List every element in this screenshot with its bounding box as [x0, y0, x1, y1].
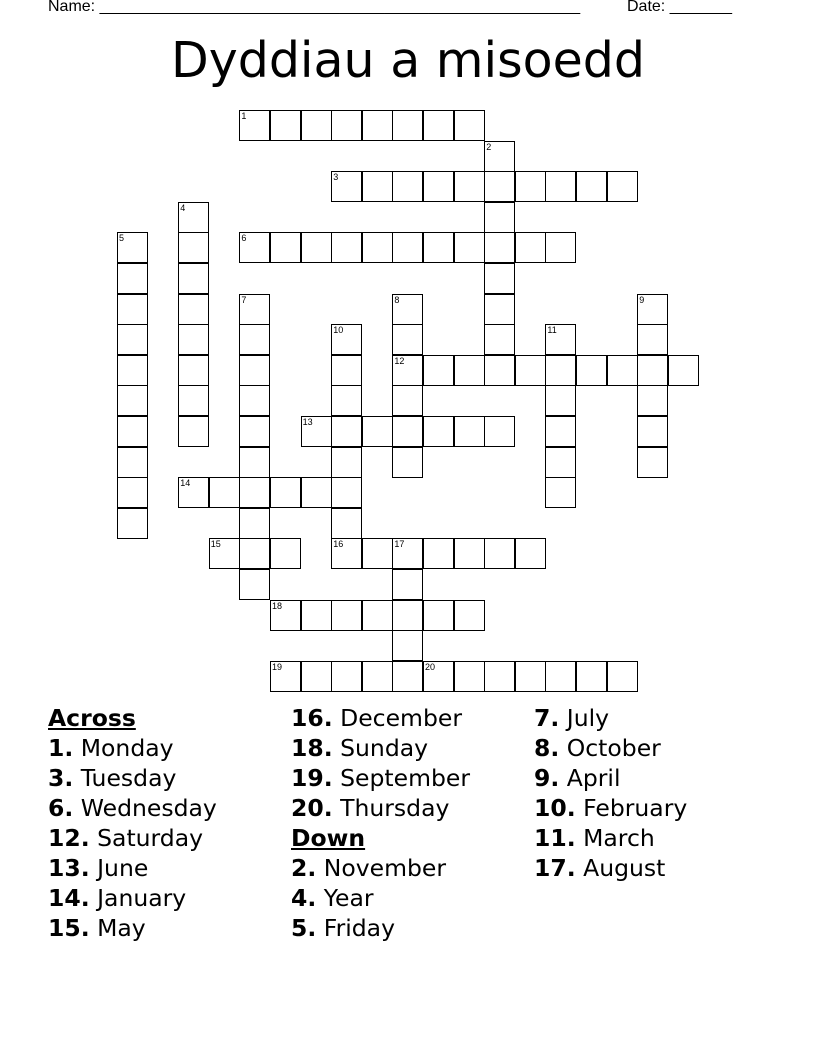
- grid-cell[interactable]: [331, 508, 362, 539]
- grid-cell[interactable]: [331, 538, 362, 569]
- clue-across-12: 12. Saturday: [48, 824, 204, 852]
- grid-cell[interactable]: [668, 355, 699, 386]
- grid-cell[interactable]: [484, 416, 515, 447]
- clue-number: 18: [272, 600, 283, 611]
- grid-cell[interactable]: [392, 630, 423, 661]
- grid-cell[interactable]: [362, 171, 393, 202]
- grid-cell[interactable]: [239, 294, 270, 325]
- grid-cell[interactable]: [301, 416, 332, 447]
- grid-cell[interactable]: [545, 447, 576, 478]
- clue-across-1: 1. Monday: [48, 734, 174, 762]
- grid-cell[interactable]: [545, 232, 576, 263]
- grid-cell[interactable]: [239, 416, 270, 447]
- grid-cell[interactable]: [423, 110, 454, 141]
- grid-cell[interactable]: [178, 355, 209, 386]
- clue-down-9: 9. April: [534, 764, 621, 792]
- grid-cell[interactable]: [392, 416, 423, 447]
- clue-down-2: 2. November: [291, 854, 447, 882]
- down-heading: Down: [291, 824, 366, 852]
- grid-cell[interactable]: [362, 538, 393, 569]
- clue-across-18: 18. Sunday: [291, 734, 429, 762]
- grid-cell[interactable]: [178, 232, 209, 263]
- grid-cell[interactable]: [331, 600, 362, 631]
- grid-cell[interactable]: [117, 447, 148, 478]
- grid-cell[interactable]: [484, 171, 515, 202]
- grid-cell[interactable]: [515, 232, 546, 263]
- grid-cell[interactable]: [576, 661, 607, 692]
- clue-across-3: 3. Tuesday: [48, 764, 177, 792]
- grid-cell[interactable]: [392, 294, 423, 325]
- clues-column-1: [48, 703, 217, 943]
- grid-cell[interactable]: [117, 416, 148, 447]
- grid-cell[interactable]: [117, 508, 148, 539]
- clue-number: 2: [486, 141, 492, 152]
- clue-down-11: 11. March: [534, 824, 655, 852]
- grid-cell[interactable]: [301, 232, 332, 263]
- grid-cell[interactable]: [209, 538, 240, 569]
- grid-cell[interactable]: [545, 416, 576, 447]
- clue-across-20: 20. Thursday: [291, 794, 450, 822]
- grid-cell[interactable]: [270, 232, 301, 263]
- grid-cell[interactable]: [545, 355, 576, 386]
- grid-cell[interactable]: [178, 294, 209, 325]
- grid-cell[interactable]: [331, 661, 362, 692]
- grid-cell[interactable]: [545, 661, 576, 692]
- grid-cell[interactable]: [454, 355, 485, 386]
- grid-cell[interactable]: [331, 171, 362, 202]
- grid-cell[interactable]: [392, 447, 423, 478]
- grid-cell[interactable]: [331, 385, 362, 416]
- grid-cell[interactable]: [117, 294, 148, 325]
- grid-cell[interactable]: [484, 355, 515, 386]
- grid-cell[interactable]: [331, 232, 362, 263]
- clue-across-14: 14. January: [48, 884, 187, 912]
- grid-cell[interactable]: [331, 355, 362, 386]
- grid-cell[interactable]: [515, 538, 546, 569]
- clues-column-2: [291, 703, 470, 943]
- grid-cell[interactable]: [239, 232, 270, 263]
- grid-cell[interactable]: [515, 355, 546, 386]
- grid-cell[interactable]: [454, 600, 485, 631]
- grid-cell[interactable]: [637, 385, 668, 416]
- clue-number: 15: [210, 539, 221, 550]
- grid-cell[interactable]: [270, 538, 301, 569]
- grid-cell[interactable]: [454, 110, 485, 141]
- grid-cell[interactable]: [392, 661, 423, 692]
- grid-cell[interactable]: [484, 324, 515, 355]
- grid-cell[interactable]: [239, 569, 270, 600]
- grid-cell[interactable]: [117, 324, 148, 355]
- grid-cell[interactable]: [545, 171, 576, 202]
- page-title: Dyddiau a misoedd: [170, 32, 646, 89]
- grid-cell[interactable]: [454, 232, 485, 263]
- clue-across-13: 13. June: [48, 854, 149, 882]
- grid-cell[interactable]: [454, 171, 485, 202]
- grid-cell[interactable]: [637, 447, 668, 478]
- grid-cell[interactable]: [484, 294, 515, 325]
- clue-number: 17: [394, 539, 405, 550]
- grid-cell[interactable]: [362, 661, 393, 692]
- grid-cell[interactable]: [637, 294, 668, 325]
- across-heading: Across: [48, 704, 136, 732]
- clue-across-19: 19. September: [291, 764, 471, 792]
- clue-number: 14: [180, 478, 191, 489]
- clue-down-7: 7. July: [534, 704, 610, 732]
- grid-cell[interactable]: [454, 416, 485, 447]
- grid-cell[interactable]: [484, 538, 515, 569]
- grid-cell[interactable]: [239, 355, 270, 386]
- clue-number: 11: [547, 325, 557, 336]
- clue-number: 4: [180, 202, 186, 213]
- grid-cell[interactable]: [178, 202, 209, 233]
- clue-number: 9: [639, 294, 645, 305]
- grid-cell[interactable]: [484, 263, 515, 294]
- grid-cell[interactable]: [178, 477, 209, 508]
- grid-cell[interactable]: [484, 232, 515, 263]
- grid-cell[interactable]: [270, 477, 301, 508]
- clue-across-16: 16. December: [291, 704, 462, 732]
- grid-cell[interactable]: [117, 355, 148, 386]
- clue-number: 7: [241, 294, 247, 305]
- grid-cell[interactable]: [239, 324, 270, 355]
- grid-cell[interactable]: [239, 477, 270, 508]
- grid-cell[interactable]: [270, 600, 301, 631]
- grid-cell[interactable]: [362, 232, 393, 263]
- grid-cell[interactable]: [423, 355, 454, 386]
- grid-cell[interactable]: [239, 538, 270, 569]
- grid-cell[interactable]: [484, 141, 515, 172]
- grid-cell[interactable]: [545, 385, 576, 416]
- grid-cell[interactable]: [331, 447, 362, 478]
- clue-down-5: 5. Friday: [291, 914, 395, 942]
- grid-cell[interactable]: [423, 171, 454, 202]
- grid-cell[interactable]: [545, 324, 576, 355]
- grid-cell[interactable]: [484, 202, 515, 233]
- grid-cell[interactable]: [637, 416, 668, 447]
- clue-down-17: 17. August: [534, 854, 666, 882]
- grid-cell[interactable]: [331, 110, 362, 141]
- clue-down-10: 10. February: [534, 794, 688, 822]
- grid-cell[interactable]: [239, 447, 270, 478]
- clue-number: 1: [241, 111, 247, 121]
- grid-cell[interactable]: [239, 385, 270, 416]
- grid-cell[interactable]: [331, 324, 362, 355]
- clue-number: 3: [333, 172, 339, 183]
- grid-cell[interactable]: [392, 385, 423, 416]
- grid-cell[interactable]: [239, 110, 270, 141]
- clue-down-8: 8. October: [534, 734, 661, 762]
- clue-number: 10: [333, 325, 344, 336]
- grid-cell[interactable]: [270, 110, 301, 141]
- clue-across-15: 15. May: [48, 914, 146, 942]
- grid-cell[interactable]: [209, 477, 240, 508]
- grid-cell[interactable]: [239, 508, 270, 539]
- grid-cell[interactable]: [576, 171, 607, 202]
- grid-cell[interactable]: [362, 110, 393, 141]
- grid-cell[interactable]: [392, 232, 423, 263]
- grid-cell[interactable]: [178, 324, 209, 355]
- grid-cell[interactable]: [362, 600, 393, 631]
- grid-cell[interactable]: [515, 661, 546, 692]
- grid-cell[interactable]: [331, 477, 362, 508]
- clue-number: 8: [394, 294, 400, 305]
- clue-number: 19: [272, 661, 283, 672]
- clue-number: 5: [119, 233, 125, 244]
- grid-cell[interactable]: [423, 538, 454, 569]
- clues-column-3: [534, 703, 687, 883]
- grid-cell[interactable]: [423, 232, 454, 263]
- grid-cell[interactable]: [454, 661, 485, 692]
- grid-cell[interactable]: [117, 232, 148, 263]
- grid-cell[interactable]: [301, 110, 332, 141]
- grid-cell[interactable]: [392, 538, 423, 569]
- clue-across-6: 6. Wednesday: [48, 794, 217, 822]
- grid-cell[interactable]: [484, 661, 515, 692]
- grid-cell[interactable]: [331, 416, 362, 447]
- grid-cell[interactable]: [637, 324, 668, 355]
- date-label: Date: _______: [627, 0, 732, 15]
- grid-cell[interactable]: [392, 171, 423, 202]
- grid-cell[interactable]: [117, 263, 148, 294]
- grid-cell[interactable]: [301, 600, 332, 631]
- grid-cell[interactable]: [270, 661, 301, 692]
- grid-cell[interactable]: [117, 385, 148, 416]
- grid-cell[interactable]: [301, 477, 332, 508]
- grid-cell[interactable]: [178, 416, 209, 447]
- clue-down-4: 4. Year: [291, 884, 374, 912]
- grid-cell[interactable]: [423, 661, 454, 692]
- grid-cell[interactable]: [301, 661, 332, 692]
- grid-cell[interactable]: [392, 110, 423, 141]
- grid-cell[interactable]: [607, 171, 638, 202]
- clue-number: 12: [394, 355, 405, 366]
- grid-cell[interactable]: [423, 416, 454, 447]
- grid-cell[interactable]: [392, 569, 423, 600]
- grid-cell[interactable]: [576, 355, 607, 386]
- clue-number: 13: [302, 417, 313, 427]
- grid-cell[interactable]: [178, 263, 209, 294]
- grid-cell[interactable]: [392, 600, 423, 631]
- grid-cell[interactable]: [178, 385, 209, 416]
- grid-cell[interactable]: [607, 355, 638, 386]
- clue-number: 20: [425, 661, 436, 672]
- grid-cell[interactable]: [392, 355, 423, 386]
- grid-cell[interactable]: [515, 171, 546, 202]
- name-label: Name: ______________________________________________________: [48, 0, 581, 15]
- clue-number: 16: [333, 539, 344, 550]
- grid-cell[interactable]: [607, 661, 638, 692]
- grid-cell[interactable]: [117, 477, 148, 508]
- clue-number: 6: [241, 233, 247, 244]
- grid-cell[interactable]: [423, 600, 454, 631]
- grid-cell[interactable]: [545, 477, 576, 508]
- grid-cell[interactable]: [362, 416, 393, 447]
- grid-cell[interactable]: [392, 324, 423, 355]
- grid-cell[interactable]: [637, 355, 668, 386]
- grid-cell[interactable]: [454, 538, 485, 569]
